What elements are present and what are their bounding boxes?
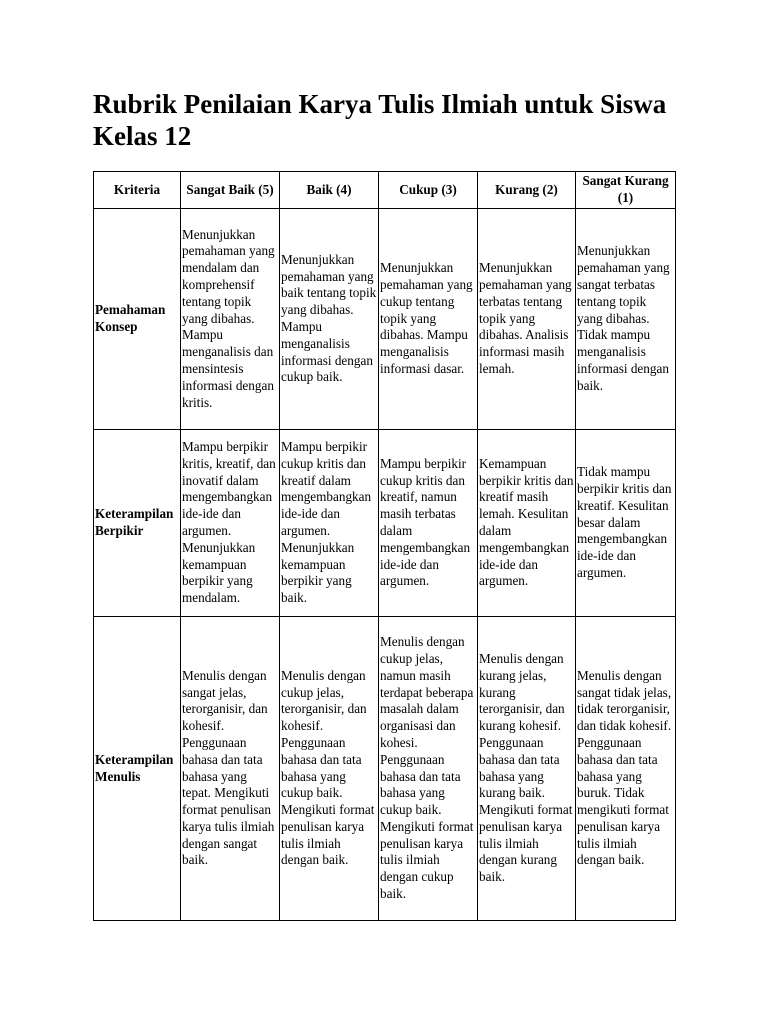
rubric-cell: Menunjukkan pemahaman yang mendalam dan komprehensif tentang topik yang dibahas. Mampu menganalisis dan mensintesis informasi dengan kritis. [181,209,280,430]
rubric-table [93,171,676,921]
table-row [94,617,676,921]
criterion-cell: Keterampilan Menulis [94,617,181,921]
rubric-cell: Mampu berpikir kritis, kreatif, dan inovatif dalam mengembangkan ide-ide dan argumen. Menunjukkan kemampuan berpikir yang mendalam. [181,430,280,617]
header-kriteria: Kriteria [94,172,181,209]
rubric-cell: Menulis dengan sangat jelas, terorganisir, dan kohesif. Penggunaan bahasa dan tata bahasa yang tepat. Mengikuti format penulisan karya tulis ilmiah dengan sangat baik. [181,617,280,921]
rubric-cell: Menulis dengan cukup jelas, namun masih terdapat beberapa masalah dalam organisasi dan kohesi. Penggunaan bahasa dan tata bahasa yang cukup baik. Mengikuti format penulisan karya tulis ilmiah dengan cukup baik. [379,617,478,921]
table-header-row [94,172,676,209]
rubric-cell: Kemampuan berpikir kritis dan kreatif masih lemah. Kesulitan dalam mengembangkan ide-ide dan argumen. [478,430,576,617]
rubric-cell: Tidak mampu berpikir kritis dan kreatif. Kesulitan besar dalam mengembangkan ide-ide dan argumen. [576,430,676,617]
header-cukup: Cukup (3) [379,172,478,209]
rubric-cell: Mampu berpikir cukup kritis dan kreatif dalam mengembangkan ide-ide dan argumen. Menunjukkan kemampuan berpikir yang baik. [280,430,379,617]
rubric-cell: Menunjukkan pemahaman yang sangat terbatas tentang topik yang dibahas. Tidak mampu menganalisis informasi dengan baik. [576,209,676,430]
rubric-cell: Menulis dengan sangat tidak jelas, tidak terorganisir, dan tidak kohesif. Penggunaan bahasa dan tata bahasa yang buruk. Tidak mengikuti format penulisan karya tulis ilmiah dengan baik. [576,617,676,921]
rubric-cell: Mampu berpikir cukup kritis dan kreatif, namun masih terbatas dalam mengembangkan ide-ide dan argumen. [379,430,478,617]
criterion-cell: Keterampilan Berpikir [94,430,181,617]
header-kurang: Kurang (2) [478,172,576,209]
table-row [94,430,676,617]
page-title: Rubrik Penilaian Karya Tulis Ilmiah untuk Siswa Kelas 12 [93,89,667,151]
header-sangat-kurang: Sangat Kurang (1) [576,172,676,209]
header-baik: Baik (4) [280,172,379,209]
header-sangat-baik: Sangat Baik (5) [181,172,280,209]
criterion-cell: Pemahaman Konsep [94,209,181,430]
rubric-cell: Menulis dengan cukup jelas, terorganisir, dan kohesif. Penggunaan bahasa dan tata bahasa yang cukup baik. Mengikuti format penulisan karya tulis ilmiah dengan baik. [280,617,379,921]
rubric-cell: Menunjukkan pemahaman yang baik tentang topik yang dibahas. Mampu menganalisis informasi dengan cukup baik. [280,209,379,430]
table-row [94,209,676,430]
rubric-cell: Menunjukkan pemahaman yang cukup tentang topik yang dibahas. Mampu menganalisis informasi dasar. [379,209,478,430]
rubric-cell: Menulis dengan kurang jelas, kurang terorganisir, dan kurang kohesif. Penggunaan bahasa dan tata bahasa yang kurang baik. Mengikuti format penulisan karya tulis ilmiah dengan kurang baik. [478,617,576,921]
rubric-cell: Menunjukkan pemahaman yang terbatas tentang topik yang dibahas. Analisis informasi masih lemah. [478,209,576,430]
